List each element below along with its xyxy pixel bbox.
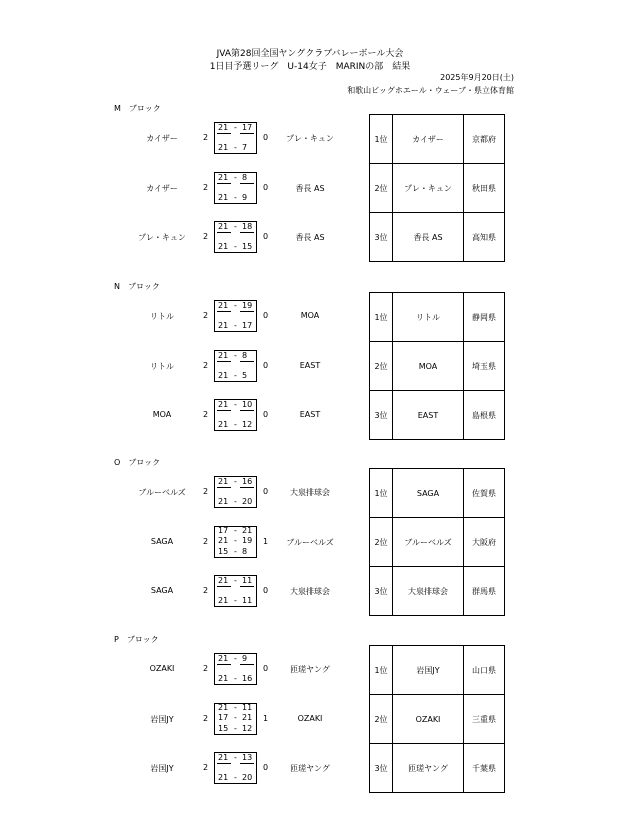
home-team: 岩国JY — [150, 764, 174, 773]
away-sets-won: 0 — [263, 133, 269, 142]
set-score-away: 15 — [242, 242, 253, 251]
score-underline — [240, 684, 254, 685]
score-underline — [240, 410, 254, 411]
score-underline — [240, 153, 254, 154]
score-dash: - — [234, 546, 237, 556]
set-score-away: 12 — [242, 420, 253, 429]
set-score-away: 10 — [242, 400, 253, 409]
score-underline — [217, 586, 231, 587]
score-dash: - — [234, 172, 237, 182]
rank-prefecture: 群馬県 — [464, 567, 505, 616]
set-score-away: 17 — [242, 123, 253, 132]
home-team: SAGA — [150, 586, 174, 595]
rank-team: カイザー — [393, 115, 464, 164]
score-dash: - — [234, 321, 237, 330]
away-team: MOA — [300, 311, 320, 320]
score-underline — [217, 232, 231, 233]
rank-position: 2位 — [370, 695, 393, 744]
score-underline — [217, 183, 231, 184]
away-sets-won: 0 — [263, 487, 269, 496]
set-score-box — [214, 300, 257, 332]
set-score — [215, 477, 256, 487]
tournament-title: JVA第28回全国ヤングクラブバレーボール大会 — [216, 49, 404, 59]
rank-position: 1位 — [370, 646, 393, 695]
rank-position: 2位 — [370, 518, 393, 567]
score-underline — [217, 487, 231, 488]
home-team: リトル — [150, 312, 174, 321]
rank-prefecture: 三重県 — [464, 695, 505, 744]
home-sets-won: 2 — [203, 360, 209, 370]
rank-prefecture: 高知県 — [464, 213, 505, 262]
away-sets-won: 0 — [263, 360, 269, 370]
set-score — [215, 173, 256, 183]
score-dash: - — [234, 576, 237, 585]
ranking-row — [370, 293, 505, 342]
score-underline — [240, 361, 254, 362]
rank-position: 3位 — [370, 744, 393, 793]
score-dash: - — [234, 525, 237, 535]
set-score-away: 5 — [242, 370, 248, 380]
set-score-away: 16 — [242, 477, 253, 486]
home-team: MOA — [152, 410, 172, 419]
score-dash: - — [234, 674, 237, 683]
set-score-home: 21 — [218, 477, 229, 486]
score-underline — [217, 664, 231, 665]
set-score-away: 13 — [242, 753, 253, 762]
set-score-away: 19 — [242, 536, 253, 546]
score-underline — [240, 763, 254, 764]
away-sets-won: 0 — [263, 410, 269, 419]
rank-team: 大泉排球会 — [393, 567, 464, 616]
score-dash: - — [234, 596, 237, 605]
score-underline — [217, 133, 231, 134]
rank-position: 3位 — [370, 391, 393, 440]
score-underline — [240, 664, 254, 665]
rank-position: 3位 — [370, 567, 393, 616]
set-score-home: 17 — [218, 713, 229, 723]
score-underline — [217, 381, 231, 382]
set-score — [215, 526, 256, 536]
score-underline — [217, 783, 231, 784]
rank-prefecture: 山口県 — [464, 646, 505, 695]
set-score-away: 8 — [242, 546, 248, 556]
set-score-box — [214, 575, 257, 607]
set-score-home: 21 — [218, 172, 229, 182]
score-dash: - — [234, 192, 237, 202]
home-sets-won: 2 — [203, 133, 209, 142]
set-score-away: 18 — [242, 222, 253, 231]
set-score — [215, 400, 256, 410]
set-score — [215, 301, 256, 311]
home-team: SAGA — [150, 536, 174, 546]
home-team: リトル — [150, 361, 174, 371]
away-team: OZAKI — [297, 713, 323, 723]
away-team: 匝瑳ヤング — [290, 665, 330, 674]
set-score — [215, 724, 256, 734]
rank-team: 香長 AS — [393, 213, 464, 262]
set-score — [215, 222, 256, 232]
set-score-home: 21 — [218, 222, 229, 231]
rank-team: ブルーベルズ — [393, 518, 464, 567]
set-score — [215, 497, 256, 507]
block-label: M ブロック — [114, 104, 161, 113]
score-dash: - — [234, 350, 237, 360]
away-sets-won: 0 — [263, 182, 269, 192]
set-score-home: 21 — [218, 773, 229, 782]
set-score-box — [214, 399, 257, 431]
set-score — [215, 193, 256, 203]
score-underline — [240, 311, 254, 312]
score-dash: - — [234, 477, 237, 486]
away-team: 大泉排球会 — [290, 587, 330, 596]
score-dash: - — [234, 536, 237, 546]
ranking-row — [370, 115, 505, 164]
score-underline — [217, 507, 231, 508]
rank-prefecture: 佐賀県 — [464, 469, 505, 518]
score-underline — [240, 487, 254, 488]
away-team: ブルーベルズ — [286, 537, 334, 547]
rank-prefecture: 静岡県 — [464, 293, 505, 342]
away-sets-won: 0 — [263, 311, 269, 320]
away-sets-won: 1 — [263, 713, 269, 723]
set-score-away: 11 — [242, 576, 253, 585]
home-sets-won: 2 — [203, 586, 209, 595]
set-score — [215, 576, 256, 586]
rank-position: 3位 — [370, 213, 393, 262]
away-sets-won: 1 — [263, 536, 269, 546]
away-sets-won: 0 — [263, 763, 269, 772]
score-dash: - — [234, 702, 237, 712]
score-underline — [217, 153, 231, 154]
ranking-row — [370, 646, 505, 695]
score-underline — [240, 606, 254, 607]
rank-position: 1位 — [370, 115, 393, 164]
rank-position: 2位 — [370, 342, 393, 391]
score-underline — [217, 252, 231, 253]
block-label: N ブロック — [114, 282, 160, 291]
rank-prefecture: 千葉県 — [464, 744, 505, 793]
set-score-home: 21 — [218, 400, 229, 409]
home-team: カイザー — [146, 183, 178, 193]
score-underline — [217, 331, 231, 332]
set-score-home: 21 — [218, 123, 229, 132]
away-sets-won: 0 — [263, 232, 269, 241]
away-team: 香長 AS — [295, 183, 325, 193]
set-score — [215, 371, 256, 381]
score-dash: - — [234, 753, 237, 762]
set-score-home: 21 — [218, 674, 229, 683]
set-score — [215, 143, 256, 153]
set-score-away: 20 — [242, 497, 253, 506]
home-team: OZAKI — [149, 664, 175, 673]
set-score — [215, 242, 256, 252]
set-score-home: 21 — [218, 654, 229, 663]
ranking-row — [370, 164, 505, 213]
set-score-home: 21 — [218, 192, 229, 202]
away-team: EAST — [299, 360, 321, 370]
set-score-box — [214, 350, 257, 382]
set-score-away: 9 — [242, 192, 248, 202]
score-dash: - — [234, 222, 237, 231]
set-score — [215, 753, 256, 763]
score-underline — [240, 430, 254, 431]
ranking-table — [369, 468, 505, 616]
set-score-home: 21 — [218, 576, 229, 585]
set-score-home: 21 — [218, 420, 229, 429]
score-underline — [217, 606, 231, 607]
ranking-table — [369, 292, 505, 440]
set-score-away: 20 — [242, 773, 253, 782]
score-underline — [240, 252, 254, 253]
set-score-home: 21 — [218, 370, 229, 380]
rank-team: MOA — [393, 342, 464, 391]
rank-position: 2位 — [370, 164, 393, 213]
set-score-home: 21 — [218, 242, 229, 251]
set-score — [215, 713, 256, 723]
set-score-box — [214, 703, 257, 735]
set-score — [215, 547, 256, 557]
home-team: 岩国JY — [150, 714, 174, 724]
set-score-away: 21 — [242, 713, 253, 723]
set-score-away: 16 — [242, 674, 253, 683]
ranking-row — [370, 342, 505, 391]
set-score-box — [214, 476, 257, 508]
set-score-home: 21 — [218, 536, 229, 546]
ranking-row — [370, 518, 505, 567]
set-score — [215, 674, 256, 684]
set-score — [215, 351, 256, 361]
rank-team: SAGA — [393, 469, 464, 518]
set-score-away: 7 — [242, 143, 248, 152]
set-score-box — [214, 653, 257, 685]
score-underline — [217, 684, 231, 685]
score-dash: - — [234, 497, 237, 506]
score-dash: - — [234, 654, 237, 663]
score-underline — [240, 232, 254, 233]
set-score — [215, 596, 256, 606]
score-dash: - — [234, 242, 237, 251]
set-score-box — [214, 172, 257, 204]
rank-team: プレ・キュン — [393, 164, 464, 213]
set-score-away: 9 — [242, 654, 248, 663]
ranking-row — [370, 567, 505, 616]
score-underline — [217, 311, 231, 312]
set-score-home: 21 — [218, 301, 229, 310]
set-score-away: 8 — [242, 350, 248, 360]
score-underline — [240, 586, 254, 587]
score-underline — [240, 331, 254, 332]
venue: 和歌山ビッグホエール・ウェーブ・県立体育館 — [347, 86, 514, 95]
score-dash: - — [234, 400, 237, 409]
set-score-home: 15 — [218, 723, 229, 733]
rank-team: EAST — [393, 391, 464, 440]
set-score — [215, 536, 256, 546]
set-score-box — [214, 526, 257, 558]
set-score — [215, 773, 256, 783]
rank-team: 岩国JY — [393, 646, 464, 695]
set-score — [215, 321, 256, 331]
ranking-row — [370, 391, 505, 440]
score-dash: - — [234, 420, 237, 429]
set-score-away: 11 — [242, 596, 253, 605]
home-sets-won: 2 — [203, 232, 209, 241]
set-score-away: 8 — [242, 172, 248, 182]
away-sets-won: 0 — [263, 664, 269, 673]
home-sets-won: 2 — [203, 410, 209, 419]
score-underline — [217, 410, 231, 411]
rank-team: 匝瑳ヤング — [393, 744, 464, 793]
score-underline — [240, 203, 254, 204]
away-team: 匝瑳ヤング — [290, 764, 330, 773]
home-sets-won: 2 — [203, 536, 209, 546]
block-label: O ブロック — [114, 458, 161, 467]
set-score-home: 21 — [218, 321, 229, 330]
set-score-home: 21 — [218, 143, 229, 152]
set-score-box — [214, 221, 257, 253]
set-score-box — [214, 122, 257, 154]
score-dash: - — [234, 301, 237, 310]
rank-prefecture: 島根県 — [464, 391, 505, 440]
set-score-home: 21 — [218, 753, 229, 762]
score-underline — [217, 430, 231, 431]
set-score-away: 17 — [242, 321, 253, 330]
rank-prefecture: 埼玉県 — [464, 342, 505, 391]
score-underline — [240, 381, 254, 382]
score-underline — [217, 361, 231, 362]
set-score-box — [214, 752, 257, 784]
score-dash: - — [234, 370, 237, 380]
match-date: 2025年9月20日(土) — [440, 73, 514, 82]
score-underline — [240, 507, 254, 508]
ranking-row — [370, 744, 505, 793]
ranking-table — [369, 645, 505, 793]
home-sets-won: 2 — [203, 311, 209, 320]
ranking-row — [370, 469, 505, 518]
set-score-home: 21 — [218, 596, 229, 605]
away-team: 香長 AS — [295, 233, 325, 242]
score-dash: - — [234, 713, 237, 723]
set-score-home: 21 — [218, 497, 229, 506]
score-dash: - — [234, 123, 237, 132]
rank-team: OZAKI — [393, 695, 464, 744]
score-underline — [240, 133, 254, 134]
rank-prefecture: 大阪府 — [464, 518, 505, 567]
score-dash: - — [234, 143, 237, 152]
away-team: EAST — [299, 410, 321, 419]
set-score — [215, 654, 256, 664]
home-sets-won: 2 — [203, 664, 209, 673]
set-score-away: 19 — [242, 301, 253, 310]
home-sets-won: 2 — [203, 487, 209, 496]
score-underline — [240, 183, 254, 184]
score-underline — [217, 763, 231, 764]
away-team: プレ・キュン — [286, 134, 334, 143]
score-dash: - — [234, 723, 237, 733]
block-label: P ブロック — [114, 635, 159, 644]
round-title: 1日目予選リーグ U-14女子 MARINの部 結果 — [209, 62, 411, 72]
set-score — [215, 420, 256, 430]
rank-prefecture: 秋田県 — [464, 164, 505, 213]
home-sets-won: 2 — [203, 182, 209, 192]
set-score-away: 11 — [242, 702, 253, 712]
rank-prefecture: 京都府 — [464, 115, 505, 164]
set-score — [215, 703, 256, 713]
home-sets-won: 2 — [203, 763, 209, 772]
home-sets-won: 2 — [203, 713, 209, 723]
set-score-home: 21 — [218, 350, 229, 360]
score-underline — [240, 783, 254, 784]
ranking-row — [370, 213, 505, 262]
home-team: カイザー — [146, 134, 178, 143]
rank-position: 1位 — [370, 293, 393, 342]
rank-team: リトル — [393, 293, 464, 342]
home-team: ブルーベルズ — [138, 488, 186, 497]
ranking-table — [369, 114, 505, 262]
away-team: 大泉排球会 — [290, 488, 330, 497]
ranking-row — [370, 695, 505, 744]
set-score-home: 21 — [218, 702, 229, 712]
rank-position: 1位 — [370, 469, 393, 518]
set-score-home: 17 — [218, 525, 229, 535]
set-score-away: 12 — [242, 723, 253, 733]
set-score-home: 15 — [218, 546, 229, 556]
set-score-away: 21 — [242, 525, 253, 535]
set-score — [215, 123, 256, 133]
home-team: プレ・キュン — [138, 233, 186, 242]
score-underline — [217, 203, 231, 204]
score-dash: - — [234, 773, 237, 782]
away-sets-won: 0 — [263, 586, 269, 595]
